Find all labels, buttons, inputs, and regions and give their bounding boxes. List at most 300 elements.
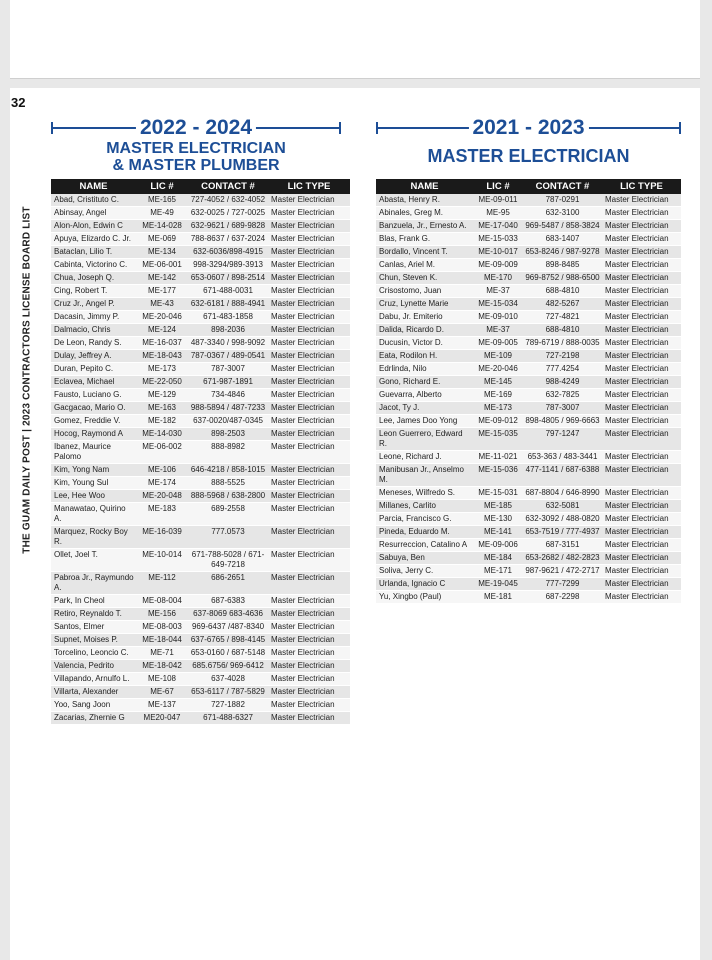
cell-contact: 727-4052 / 632-4052: [188, 194, 268, 207]
table-row: [51, 503, 350, 526]
cell-license-number: ME-06-001: [136, 259, 188, 272]
table-row: [376, 259, 681, 272]
cell-license-type: Master Electrician: [268, 647, 350, 660]
table-row: [376, 233, 681, 246]
cell-license-type: Master Electrician: [268, 207, 350, 220]
cell-name: Supnet, Moises P.: [51, 634, 136, 647]
cell-contact: 734-4846: [188, 389, 268, 402]
year-range-right: 2021 - 2023: [468, 116, 588, 140]
table-row: [51, 376, 350, 389]
cell-contact: 987-9621 / 472-2717: [523, 565, 602, 578]
cell-contact: 727-4821: [523, 311, 602, 324]
cell-name: Cruz, Lynette Marie: [376, 298, 473, 311]
cell-license-number: ME-16-037: [136, 337, 188, 350]
table-row: [51, 337, 350, 350]
cell-contact: 637-6765 / 898-4145: [188, 634, 268, 647]
table-row: [376, 428, 681, 451]
cell-name: Manibusan Jr., Anselmo M.: [376, 464, 473, 487]
cell-license-type: Master Electrician: [268, 311, 350, 324]
cell-name: Dabu, Jr. Emiterio: [376, 311, 473, 324]
cell-license-type: Master Electrician: [268, 526, 350, 549]
cell-license-number: ME-173: [473, 402, 523, 415]
cell-license-number: ME-124: [136, 324, 188, 337]
table-row: [51, 389, 350, 402]
cell-license-number: ME-95: [473, 207, 523, 220]
cell-license-number: ME-129: [136, 389, 188, 402]
table-row: [51, 608, 350, 621]
cell-license-number: ME-141: [473, 526, 523, 539]
cell-name: Ducusin, Victor D.: [376, 337, 473, 350]
cell-contact: 653-0160 / 687-5148: [188, 647, 268, 660]
cell-name: Crisostomo, Juan: [376, 285, 473, 298]
cell-name: Abinales, Greg M.: [376, 207, 473, 220]
cell-contact: 637-8069 683-4636: [188, 608, 268, 621]
cell-license-number: ME-183: [136, 503, 188, 526]
cell-license-number: ME-09-006: [473, 539, 523, 552]
license-table-left: [51, 179, 350, 725]
cell-license-type: Master Electrician: [602, 233, 681, 246]
cell-name: Bordallo, Vincent T.: [376, 246, 473, 259]
cell-license-type: Master Electrician: [602, 428, 681, 451]
cell-contact: 777.4254: [523, 363, 602, 376]
cell-contact: 653-6117 / 787-5829: [188, 686, 268, 699]
cell-license-number: ME-15-036: [473, 464, 523, 487]
cell-license-number: ME-18-042: [136, 660, 188, 673]
table-row: [376, 500, 681, 513]
cell-license-type: Master Electrician: [268, 324, 350, 337]
table-row: [376, 194, 681, 207]
cell-license-number: ME-16-039: [136, 526, 188, 549]
cell-license-type: Master Electrician: [268, 272, 350, 285]
table-row: [51, 207, 350, 220]
newspaper-page: [10, 88, 700, 960]
cell-contact: 637-0020/487-0345: [188, 415, 268, 428]
cell-name: Retiro, Reynaldo T.: [51, 608, 136, 621]
cell-contact: 487-3340 / 998-9092: [188, 337, 268, 350]
cell-contact: 969-8752 / 988-6500: [523, 272, 602, 285]
table-row: [376, 539, 681, 552]
cell-contact: 632-9621 / 689-9828: [188, 220, 268, 233]
cell-license-type: Master Electrician: [602, 285, 681, 298]
cell-license-number: ME-173: [136, 363, 188, 376]
cell-name: Ibanez, Maurice Palomo: [51, 441, 136, 464]
cell-name: Alon-Alon, Edwin C: [51, 220, 136, 233]
cell-name: Resurreccion, Catalino A: [376, 539, 473, 552]
cell-contact: 671-483-1858: [188, 311, 268, 324]
table-row: [51, 490, 350, 503]
table-row: [376, 526, 681, 539]
cell-license-type: Master Electrician: [602, 552, 681, 565]
cell-license-type: Master Electrician: [268, 673, 350, 686]
cell-license-number: ME-09-009: [473, 259, 523, 272]
table-row: [51, 595, 350, 608]
cell-name: Dacasin, Jimmy P.: [51, 311, 136, 324]
cell-name: Dalida, Ricardo D.: [376, 324, 473, 337]
cell-license-type: Master Electrician: [268, 298, 350, 311]
table-row: [51, 699, 350, 712]
cell-name: Leone, Richard J.: [376, 451, 473, 464]
cell-name: Dalmacio, Chris: [51, 324, 136, 337]
cell-license-number: ME-09-011: [473, 194, 523, 207]
table-row: [51, 647, 350, 660]
cell-contact: 632-3100: [523, 207, 602, 220]
cell-contact: 888-5968 / 638-2800: [188, 490, 268, 503]
cell-name: Leon Guerrero, Edward R.: [376, 428, 473, 451]
cell-name: Bataclan, Lilio T.: [51, 246, 136, 259]
cell-contact: 969-6437 /487-8340: [188, 621, 268, 634]
cell-license-type: Master Electrician: [602, 246, 681, 259]
table-row: [51, 233, 350, 246]
cell-contact: 688-4810: [523, 285, 602, 298]
cell-license-type: Master Electrician: [602, 578, 681, 591]
cell-name: Canlas, Ariel M.: [376, 259, 473, 272]
cell-name: Pineda, Eduardo M.: [376, 526, 473, 539]
year-range-left: 2022 - 2024: [136, 116, 256, 140]
cell-license-number: ME-20-048: [136, 490, 188, 503]
cell-license-type: Master Electrician: [602, 324, 681, 337]
table-row: [51, 464, 350, 477]
cell-license-number: ME-182: [136, 415, 188, 428]
cell-name: Banzuela, Jr., Ernesto A.: [376, 220, 473, 233]
cell-license-type: Master Electrician: [268, 464, 350, 477]
cell-name: Ollet, Joel T.: [51, 549, 136, 572]
table-row: [376, 513, 681, 526]
cell-license-number: ME-22-050: [136, 376, 188, 389]
cell-license-number: ME-171: [473, 565, 523, 578]
table-row: [51, 285, 350, 298]
table-row: [51, 298, 350, 311]
header-lic-type: LIC TYPE: [268, 179, 350, 194]
cell-name: Guevarra, Alberto: [376, 389, 473, 402]
cell-license-type: Master Electrician: [268, 363, 350, 376]
cell-name: Abinsay, Angel: [51, 207, 136, 220]
cell-contact: 787-3007: [523, 402, 602, 415]
cell-contact: 653-363 / 483-3441: [523, 451, 602, 464]
cell-contact: 898-8485: [523, 259, 602, 272]
cell-license-type: Master Electrician: [602, 415, 681, 428]
page-number: 32: [11, 95, 26, 110]
cell-license-type: Master Electrician: [602, 337, 681, 350]
cell-name: Meneses, Wilfredo S.: [376, 487, 473, 500]
section-title-right: MASTER ELECTRICIAN: [427, 146, 630, 166]
cell-name: Kim, Yong Nam: [51, 464, 136, 477]
cell-contact: 685.6756/ 969-6412: [188, 660, 268, 673]
cell-license-type: Master Electrician: [602, 194, 681, 207]
cell-license-type: Master Electrician: [268, 259, 350, 272]
cell-license-number: ME-184: [473, 552, 523, 565]
cell-license-type: Master Electrician: [268, 350, 350, 363]
cell-contact: 687-6383: [188, 595, 268, 608]
cell-name: Gacgacao, Mario O.: [51, 402, 136, 415]
cell-license-type: Master Electrician: [268, 285, 350, 298]
table-row: [51, 194, 350, 207]
header-name: NAME: [51, 179, 136, 194]
cell-license-type: Master Electrician: [268, 608, 350, 621]
cell-contact: 632-7825: [523, 389, 602, 402]
table-row: [376, 207, 681, 220]
section-2021-2023: [376, 116, 681, 601]
table-row: [51, 311, 350, 324]
cell-contact: 988-5894 / 487-7233: [188, 402, 268, 415]
cell-license-number: ME-163: [136, 402, 188, 415]
cell-license-type: Master Electrician: [268, 712, 350, 725]
table-row: [51, 526, 350, 549]
cell-name: Sabuya, Ben: [376, 552, 473, 565]
cell-name: Jacot, Ty J.: [376, 402, 473, 415]
cell-license-number: ME-15-034: [473, 298, 523, 311]
cell-name: Marquez, Rocky Boy R.: [51, 526, 136, 549]
cell-name: Cing, Robert T.: [51, 285, 136, 298]
cell-name: Edrlinda, Nilo: [376, 363, 473, 376]
cell-name: Apuya, Elizardo C. Jr.: [51, 233, 136, 246]
table-row: [376, 487, 681, 500]
rule-cap: [51, 122, 53, 134]
table-row: [51, 428, 350, 441]
cell-license-type: Master Electrician: [268, 428, 350, 441]
cell-license-number: ME-142: [136, 272, 188, 285]
cell-license-number: ME-108: [136, 673, 188, 686]
table-row: [51, 712, 350, 725]
table-row: [51, 402, 350, 415]
table-row: [376, 415, 681, 428]
cell-license-type: Master Electrician: [602, 591, 681, 604]
cell-license-type: Master Electrician: [268, 595, 350, 608]
cell-license-number: ME-43: [136, 298, 188, 311]
cell-license-type: Master Electrician: [602, 451, 681, 464]
table-row: [376, 464, 681, 487]
rule-cap: [339, 122, 341, 134]
cell-license-number: ME-177: [136, 285, 188, 298]
cell-license-number: ME-09-010: [473, 311, 523, 324]
rule-cap: [679, 122, 681, 134]
cell-license-number: ME-09-005: [473, 337, 523, 350]
cell-contact: 988-4249: [523, 376, 602, 389]
cell-license-number: ME-181: [473, 591, 523, 604]
cell-license-number: ME-185: [473, 500, 523, 513]
cell-contact: 689-2558: [188, 503, 268, 526]
table-row: [376, 298, 681, 311]
table-row: [376, 337, 681, 350]
cell-license-number: ME-112: [136, 572, 188, 595]
cell-contact: 686-2651: [188, 572, 268, 595]
cell-name: Villapando, Arnulfo L.: [51, 673, 136, 686]
cell-name: Villarta, Alexander: [51, 686, 136, 699]
cell-license-type: Master Electrician: [602, 311, 681, 324]
cell-license-number: ME20-047: [136, 712, 188, 725]
cell-license-number: ME-137: [136, 699, 188, 712]
cell-license-type: Master Electrician: [602, 487, 681, 500]
cell-license-type: Master Electrician: [602, 376, 681, 389]
cell-license-type: Master Electrician: [602, 402, 681, 415]
header-contact: CONTACT #: [523, 179, 602, 194]
cell-license-number: ME-109: [473, 350, 523, 363]
cell-contact: 898-4805 / 969-6663: [523, 415, 602, 428]
cell-license-number: ME-19-045: [473, 578, 523, 591]
cell-contact: 671-788-5028 / 671-649-7218: [188, 549, 268, 572]
table-row: [376, 578, 681, 591]
table-row: [51, 246, 350, 259]
cell-license-type: Master Electrician: [268, 490, 350, 503]
cell-name: Cabinta, Victorino C.: [51, 259, 136, 272]
cell-license-type: Master Electrician: [268, 660, 350, 673]
cell-name: Kim, Young Sul: [51, 477, 136, 490]
cell-license-type: Master Electrician: [602, 500, 681, 513]
cell-license-number: ME-14-028: [136, 220, 188, 233]
cell-license-type: Master Electrician: [602, 526, 681, 539]
cell-license-type: Master Electrician: [268, 220, 350, 233]
table-header-row: [51, 179, 350, 194]
cell-name: Yoo, Sang Joon: [51, 699, 136, 712]
table-row: [376, 565, 681, 578]
cell-contact: 969-5487 / 858-3824: [523, 220, 602, 233]
cell-license-number: ME-06-002: [136, 441, 188, 464]
cell-name: Millanes, Carlito: [376, 500, 473, 513]
cell-name: Yu, Xingbo (Paul): [376, 591, 473, 604]
spine-label: [20, 206, 34, 554]
cell-license-type: Master Electrician: [268, 686, 350, 699]
cell-license-type: Master Electrician: [268, 477, 350, 490]
cell-license-number: ME-15-033: [473, 233, 523, 246]
cell-contact: 646-4218 / 858-1015: [188, 464, 268, 477]
cell-contact: 653-8246 / 987-9278: [523, 246, 602, 259]
cell-contact: 888-5525: [188, 477, 268, 490]
cell-contact: 787-0291: [523, 194, 602, 207]
cell-name: Park, In Cheol: [51, 595, 136, 608]
spine-text: THE GUAM DAILY POST | 2023 CONTRACTORS LICENSE BOARD LIST: [21, 206, 33, 554]
cell-name: Manawatao, Quirino A.: [51, 503, 136, 526]
cell-contact: 687-8804 / 646-8990: [523, 487, 602, 500]
license-table-right: [376, 179, 681, 604]
cell-contact: 788-8637 / 637-2024: [188, 233, 268, 246]
cell-license-type: Master Electrician: [602, 363, 681, 376]
table-row: [51, 660, 350, 673]
cell-license-number: ME-145: [473, 376, 523, 389]
table-row: [376, 246, 681, 259]
cell-name: Cruz Jr., Angel P.: [51, 298, 136, 311]
cell-license-type: Master Electrician: [268, 441, 350, 464]
cell-license-number: ME-71: [136, 647, 188, 660]
cell-license-type: Master Electrician: [268, 699, 350, 712]
table-row: [376, 389, 681, 402]
header-lic: LIC #: [136, 179, 188, 194]
cell-license-number: ME-10-014: [136, 549, 188, 572]
table-row: [51, 477, 350, 490]
cell-contact: 898-2036: [188, 324, 268, 337]
table-row: [51, 220, 350, 233]
cell-license-number: ME-130: [473, 513, 523, 526]
cell-license-type: Master Electrician: [268, 233, 350, 246]
cell-license-number: ME-67: [136, 686, 188, 699]
header-lic-type: LIC TYPE: [602, 179, 681, 194]
table-row: [51, 673, 350, 686]
section-title-line2-left: & MASTER PLUMBER: [112, 157, 280, 174]
cell-license-number: ME-20-046: [136, 311, 188, 324]
table-row: [376, 402, 681, 415]
cell-name: Hocog, Raymond A: [51, 428, 136, 441]
cell-license-number: ME-169: [473, 389, 523, 402]
cell-license-type: Master Electrician: [268, 376, 350, 389]
cell-contact: 888-8982: [188, 441, 268, 464]
cell-license-number: ME-17-040: [473, 220, 523, 233]
cell-contact: 632-5081: [523, 500, 602, 513]
cell-license-type: Master Electrician: [602, 513, 681, 526]
cell-contact: 671-488-6327: [188, 712, 268, 725]
cell-contact: 477-1141 / 687-6388: [523, 464, 602, 487]
cell-license-type: Master Electrician: [268, 621, 350, 634]
cell-contact: 787-3007: [188, 363, 268, 376]
cell-license-number: ME-156: [136, 608, 188, 621]
table-row: [51, 572, 350, 595]
cell-license-type: Master Electrician: [602, 259, 681, 272]
cell-license-type: Master Electrician: [602, 389, 681, 402]
cell-name: Lee, James Doo Yong: [376, 415, 473, 428]
table-row: [376, 311, 681, 324]
cell-name: Eclavea, Michael: [51, 376, 136, 389]
cell-contact: 632-6181 / 888-4941: [188, 298, 268, 311]
cell-contact: 671-987-1891: [188, 376, 268, 389]
cell-name: Blas, Frank G.: [376, 233, 473, 246]
cell-contact: 632-0025 / 727-0025: [188, 207, 268, 220]
header-contact: CONTACT #: [188, 179, 268, 194]
cell-license-number: ME-18-043: [136, 350, 188, 363]
cell-license-type: Master Electrician: [602, 220, 681, 233]
cell-license-type: Master Electrician: [268, 402, 350, 415]
cell-license-number: ME-18-044: [136, 634, 188, 647]
table-row: [376, 324, 681, 337]
table-row: [51, 324, 350, 337]
table-row: [51, 441, 350, 464]
cell-license-number: ME-165: [136, 194, 188, 207]
cell-contact: 777-7299: [523, 578, 602, 591]
cell-name: Chun, Steven K.: [376, 272, 473, 285]
cell-name: Eata, Rodilon H.: [376, 350, 473, 363]
cell-name: Zacarias, Zhernie G: [51, 712, 136, 725]
cell-name: Pabroa Jr., Raymundo A.: [51, 572, 136, 595]
cell-name: Gono, Richard E.: [376, 376, 473, 389]
header-name: NAME: [376, 179, 473, 194]
cell-license-type: Master Electrician: [268, 549, 350, 572]
cell-contact: 787-0367 / 489-0541: [188, 350, 268, 363]
cell-license-number: ME-11-021: [473, 451, 523, 464]
cell-license-number: ME-15-031: [473, 487, 523, 500]
table-row: [376, 451, 681, 464]
cell-license-type: Master Electrician: [268, 246, 350, 259]
cell-license-type: Master Electrician: [602, 350, 681, 363]
section-2022-2024: [51, 116, 341, 722]
cell-license-number: ME-106: [136, 464, 188, 477]
cell-contact: 653-0607 / 898-2514: [188, 272, 268, 285]
table-row: [376, 272, 681, 285]
cell-contact: 482-5267: [523, 298, 602, 311]
cell-license-type: Master Electrician: [268, 572, 350, 595]
cell-license-number: ME-170: [473, 272, 523, 285]
table-row: [376, 591, 681, 604]
cell-name: Fausto, Luciano G.: [51, 389, 136, 402]
cell-name: Parcia, Francisco G.: [376, 513, 473, 526]
cell-license-number: ME-10-017: [473, 246, 523, 259]
cell-name: Dulay, Jeffrey A.: [51, 350, 136, 363]
cell-name: Urlanda, Ignacio C: [376, 578, 473, 591]
table-row: [51, 415, 350, 428]
cell-name: Torcelino, Leoncio C.: [51, 647, 136, 660]
year-banner-right: [376, 116, 681, 140]
cell-license-type: Master Electrician: [268, 389, 350, 402]
cell-name: Duran, Pepito C.: [51, 363, 136, 376]
cell-contact: 632-6036/898-4915: [188, 246, 268, 259]
cell-name: De Leon, Randy S.: [51, 337, 136, 350]
cell-license-type: Master Electrician: [268, 503, 350, 526]
cell-name: Gomez, Freddie V.: [51, 415, 136, 428]
